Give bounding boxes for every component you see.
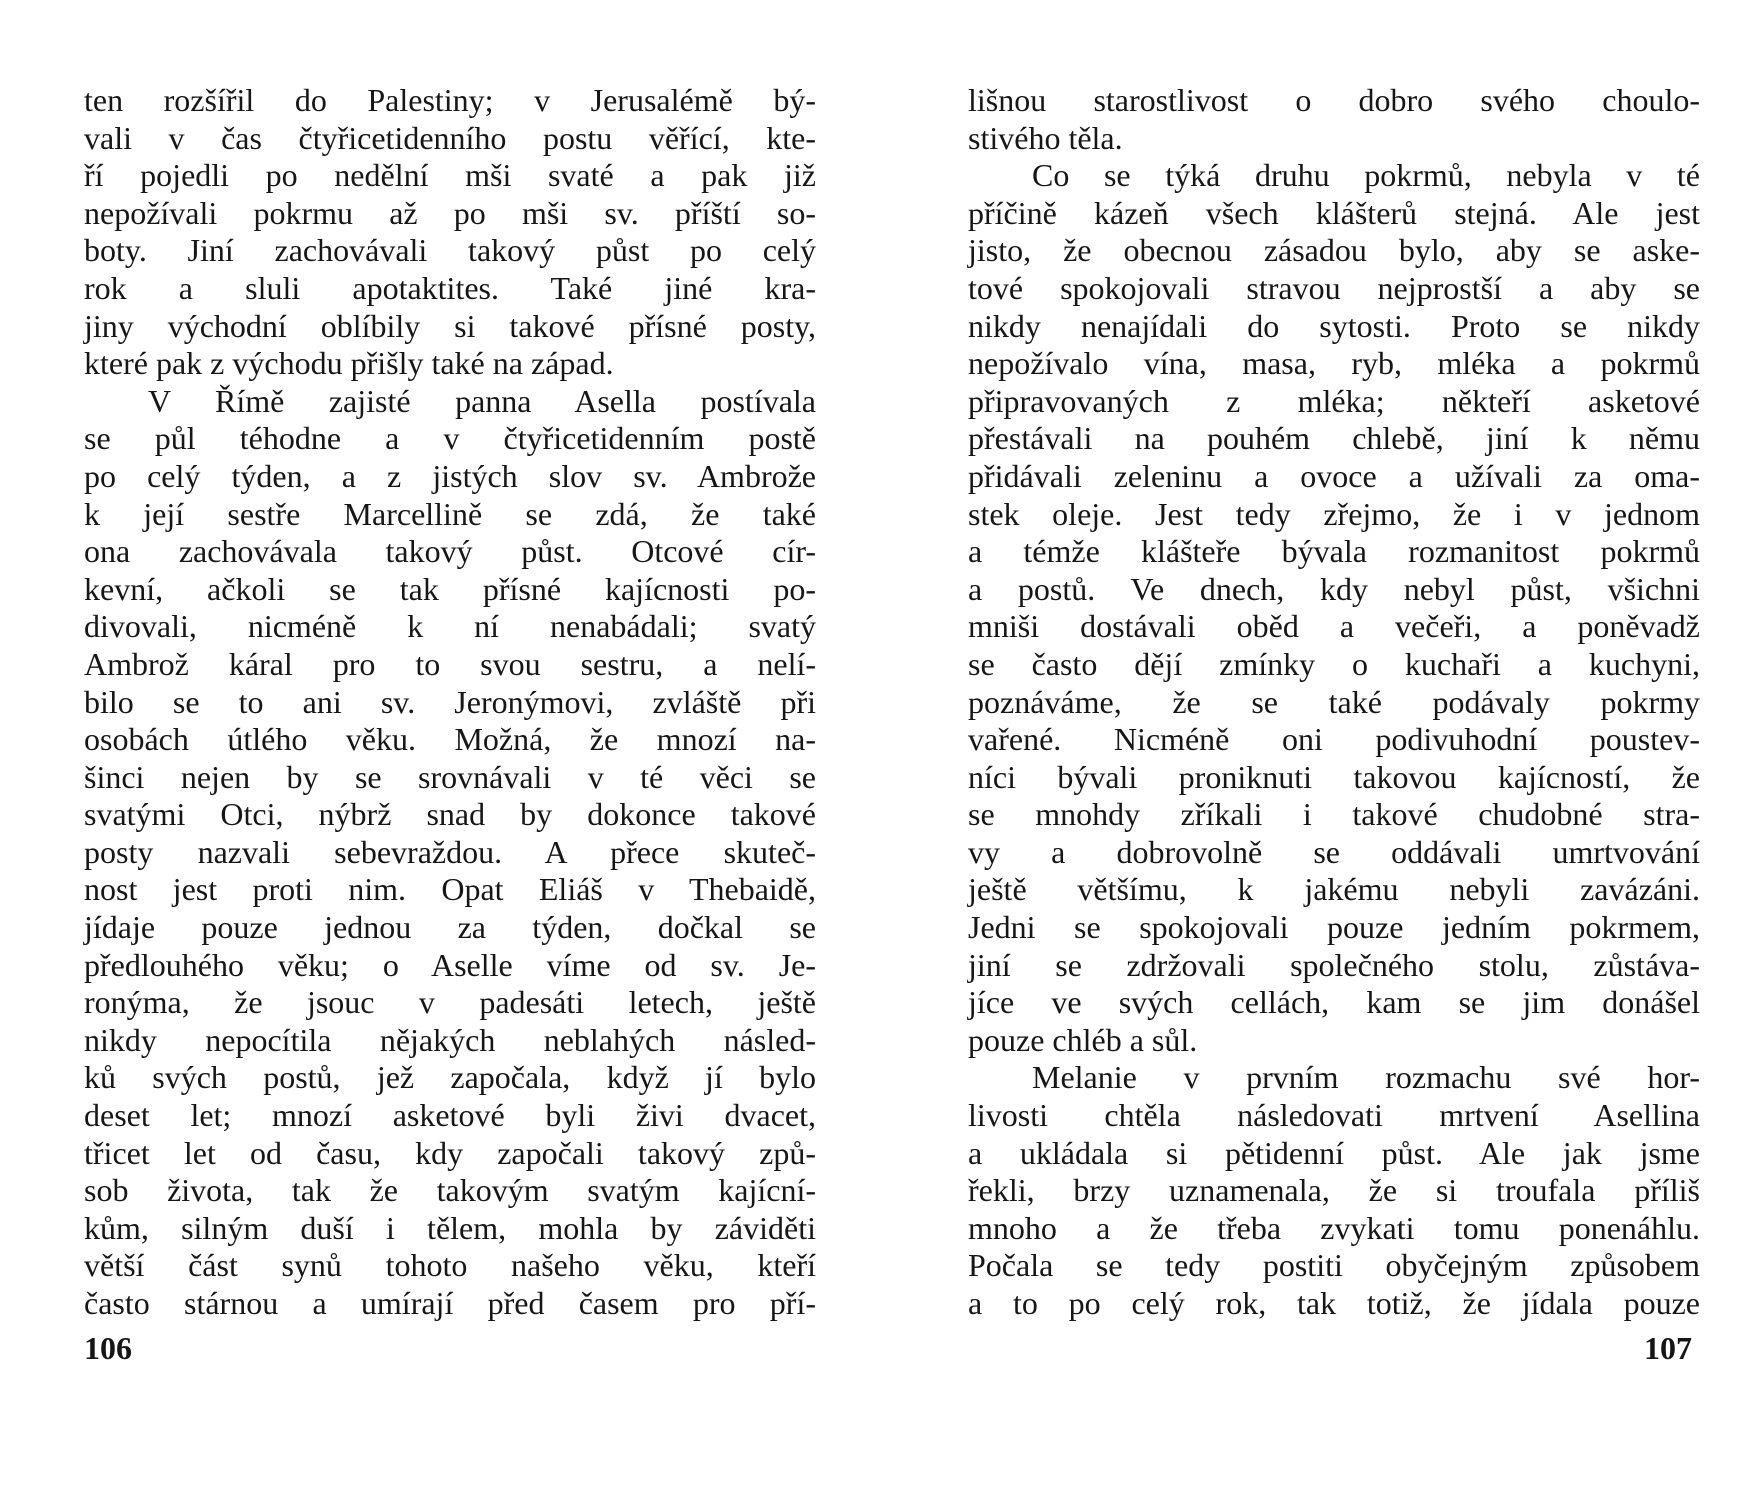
text-line: po celý týden, a z jistých slov sv. Ambrože: [84, 457, 816, 494]
text-line: nost jest proti nim. Opat Eliáš v Thebaidě,: [84, 871, 816, 908]
text-line: jiny východní oblíbily si takové přísné posty,: [84, 307, 816, 344]
text-line: ří pojedli po nedělní mši svaté a pak již: [84, 157, 816, 194]
text-line: jiní se zdržovali společného stolu, zůstáva-: [968, 946, 1700, 983]
text-line: řekli, brzy uznamenala, že si troufala příliš: [968, 1172, 1700, 1209]
text-line: ještě většímu, k jakému nebyli zavázáni.: [968, 871, 1700, 908]
left-page-text: [84, 82, 816, 1323]
text-line: níci bývali proniknuti takovou kajícností, že: [968, 758, 1700, 795]
text-line: a to po celý rok, tak totiž, že jídala pouze: [968, 1285, 1700, 1321]
text-line: deset let; mnozí asketové byli živi dvacet,: [84, 1097, 816, 1134]
text-line: posty nazvali sebevraždou. A přece skuteč-: [84, 833, 816, 870]
text-line: jídaje pouze jednou za týden, dočkal se: [84, 909, 816, 946]
text-line: větší část synů tohoto našeho věku, kteří: [84, 1247, 816, 1284]
text-line: a postů. Ve dnech, kdy nebyl půst, všichni: [968, 570, 1700, 607]
text-line: rok a sluli apotaktites. Také jiné kra-: [84, 269, 816, 306]
text-line: přidávali zeleninu a ovoce a užívali za oma-: [968, 457, 1700, 494]
text-line: předlouhého věku; o Aselle víme od sv. Je-: [84, 946, 816, 983]
text-line: nepožívalo vína, masa, ryb, mléka a pokrmů: [968, 345, 1700, 382]
text-line: se často dějí zmínky o kuchaři a kuchyni,: [968, 645, 1700, 682]
text-line: kevní, ačkoli se tak přísné kajícnosti po-: [84, 570, 816, 607]
text-line: lišnou starostlivost o dobro svého choulo-: [968, 82, 1700, 118]
right-page-text: [968, 82, 1700, 1323]
text-line: ona zachovávala takový půst. Otcové cír-: [84, 533, 816, 570]
text-line: k její sestře Marcellině se zdá, že také: [84, 495, 816, 532]
text-line: ten rozšířil do Palestiny; v Jerusalémě bý-: [84, 82, 816, 118]
text-line: a témže klášteře bývala rozmanitost pokrmů: [968, 533, 1700, 570]
text-line: připravovaných z mléka; někteří asketové: [968, 382, 1700, 419]
text-line: mnoho a že třeba zvykati tomu ponenáhlu.: [968, 1209, 1700, 1246]
text-line: se mnohdy zříkali i takové chudobné stra-: [968, 796, 1700, 833]
text-line: vali v čas čtyřicetidenního postu věřící, kte-: [84, 119, 816, 156]
text-line: stek oleje. Jest tedy zřejmo, že i v jednom: [968, 495, 1700, 532]
text-line: ků svých postů, jež započala, když jí bylo: [84, 1059, 816, 1096]
text-line: které pak z východu přišly také na západ.: [84, 345, 614, 382]
text-line: nikdy nenajídali do sytosti. Proto se nikdy: [968, 307, 1700, 344]
text-line: tové spokojovali stravou nejprostší a aby se: [968, 269, 1700, 306]
text-line: svatými Otci, nýbrž snad by dokonce takové: [84, 796, 816, 833]
text-line: často stárnou a umírají před časem pro pří-: [84, 1285, 816, 1321]
text-line: bilo se to ani sv. Jeronýmovi, zvláště při: [84, 683, 816, 720]
text-line: osobách útlého věku. Možná, že mnozí na-: [84, 721, 816, 758]
text-line: se půl téhodne a v čtyřicetidenním postě: [84, 420, 816, 457]
text-line: boty. Jiní zachovávali takový půst po celý: [84, 232, 816, 269]
text-line: Co se týká druhu pokrmů, nebyla v té: [1032, 157, 1700, 194]
text-line: Melanie v prvním rozmachu své hor-: [1032, 1059, 1700, 1096]
text-line: poznáváme, že se také podávaly pokrmy: [968, 683, 1700, 720]
page-number-right: 107: [1644, 1330, 1692, 1366]
text-line: Ambrož káral pro to svou sestru, a nelí-: [84, 645, 816, 682]
text-line: ronýma, že jsouc v padesáti letech, ještě: [84, 984, 816, 1021]
text-line: a ukládala si pětidenní půst. Ale jak jsme: [968, 1134, 1700, 1171]
text-line: sob života, tak že takovým svatým kajícní-: [84, 1172, 816, 1209]
text-line: nikdy nepocítila nějakých neblahých násled-: [84, 1021, 816, 1058]
text-line: šinci nejen by se srovnávali v té věci se: [84, 758, 816, 795]
page-number-left: 106: [84, 1330, 132, 1366]
text-line: přestávali na pouhém chlebě, jiní k němu: [968, 420, 1700, 457]
text-line: V Římě zajisté panna Asella postívala: [148, 382, 816, 419]
text-line: třicet let od času, kdy započali takový způ-: [84, 1134, 816, 1171]
text-line: Počala se tedy postiti obyčejným způsobem: [968, 1247, 1700, 1284]
text-line: Jedni se spokojovali pouze jedním pokrmem,: [968, 909, 1700, 946]
text-line: jíce ve svých cellách, kam se jim donášel: [968, 984, 1700, 1021]
text-line: příčině kázeň všech klášterů stejná. Ale jest: [968, 194, 1700, 231]
text-line: vy a dobrovolně se oddávali umrtvování: [968, 833, 1700, 870]
text-line: mniši dostávali oběd a večeři, a poněvadž: [968, 608, 1700, 645]
text-line: vařené. Nicméně oni podivuhodní poustev-: [968, 721, 1700, 758]
text-line: divovali, nicméně k ní nenabádali; svatý: [84, 608, 816, 645]
text-line: pouze chléb a sůl.: [968, 1021, 1198, 1058]
text-line: nepožívali pokrmu až po mši sv. příští so-: [84, 194, 816, 231]
text-line: stivého těla.: [968, 119, 1123, 156]
text-line: kům, silným duší i tělem, mohla by záviděti: [84, 1209, 816, 1246]
text-line: jisto, že obecnou zásadou bylo, aby se aske-: [968, 232, 1700, 269]
text-line: livosti chtěla následovati mrtvení Asellina: [968, 1097, 1700, 1134]
